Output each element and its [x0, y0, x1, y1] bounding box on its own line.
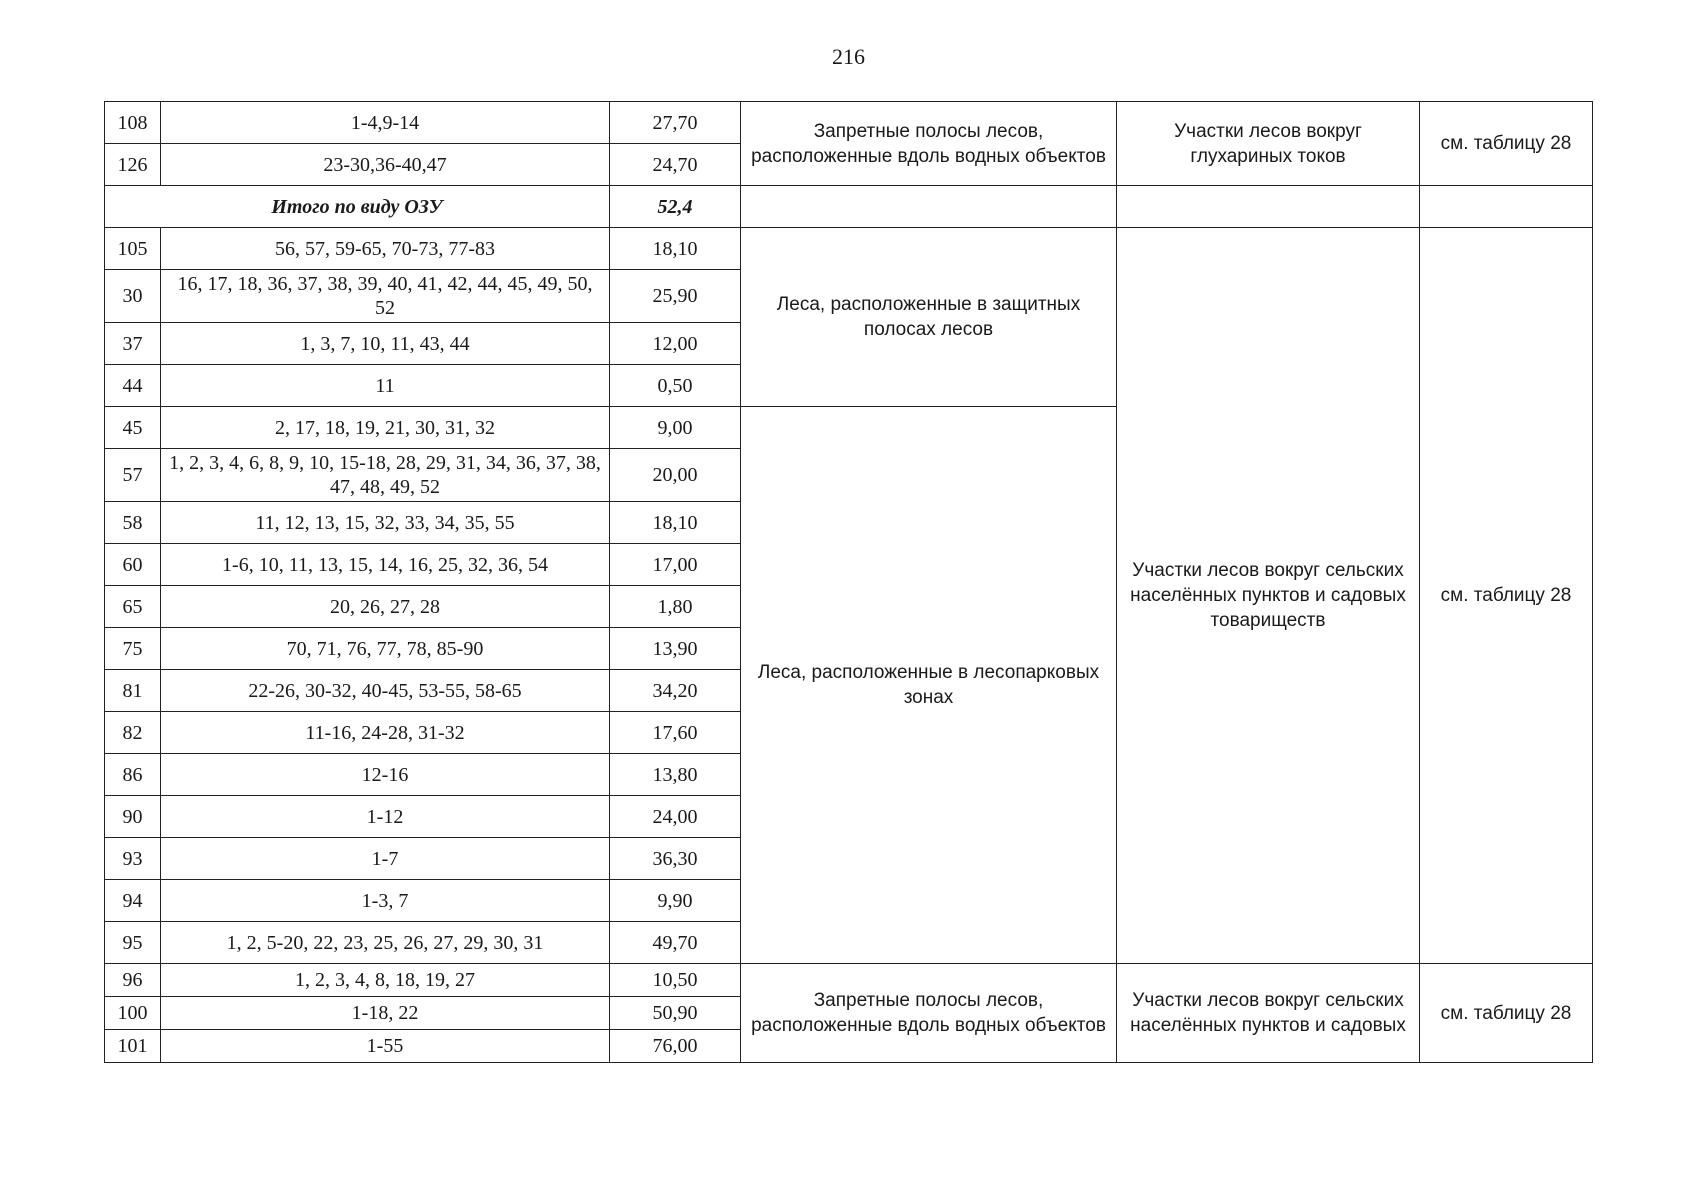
area-value: 13,90: [610, 628, 741, 670]
area-value: 24,00: [610, 796, 741, 838]
area-value: 9,90: [610, 880, 741, 922]
category-cell: Леса, расположенные в защитных полосах лесов: [741, 228, 1117, 407]
area-value: 1,80: [610, 586, 741, 628]
total-label: Итого по виду ОЗУ: [105, 186, 610, 228]
quarter-number: 96: [105, 964, 161, 997]
subcompartments: 1, 2, 3, 4, 8, 18, 19, 27: [161, 964, 610, 997]
subcompartments: 1, 2, 5-20, 22, 23, 25, 26, 27, 29, 30, 31: [161, 922, 610, 964]
subcompartments: 23-30,36-40,47: [161, 144, 610, 186]
quarter-number: 37: [105, 323, 161, 365]
quarter-number: 108: [105, 102, 161, 144]
quarter-number: 58: [105, 502, 161, 544]
quarter-number: 95: [105, 922, 161, 964]
subcompartments: 11: [161, 365, 610, 407]
subcompartments: 20, 26, 27, 28: [161, 586, 610, 628]
total-value: 52,4: [610, 186, 741, 228]
area-value: 50,90: [610, 997, 741, 1030]
quarter-number: 101: [105, 1030, 161, 1063]
area-value: 76,00: [610, 1030, 741, 1063]
subcategory-cell: Участки лесов вокруг глухариных токов: [1117, 102, 1420, 186]
quarter-number: 126: [105, 144, 161, 186]
subcompartments: 16, 17, 18, 36, 37, 38, 39, 40, 41, 42, 44, 45, 49, 50, 52: [161, 270, 610, 323]
subcompartments: 1, 2, 3, 4, 6, 8, 9, 10, 15-18, 28, 29, 31, 34, 36, 37, 38, 47, 48, 49, 52: [161, 449, 610, 502]
table-row: [105, 102, 1593, 144]
area-value: 18,10: [610, 502, 741, 544]
quarter-number: 94: [105, 880, 161, 922]
area-value: 12,00: [610, 323, 741, 365]
area-value: 36,30: [610, 838, 741, 880]
quarter-number: 75: [105, 628, 161, 670]
subcompartments: 1-55: [161, 1030, 610, 1063]
subcompartments: 56, 57, 59-65, 70-73, 77-83: [161, 228, 610, 270]
quarter-number: 100: [105, 997, 161, 1030]
quarter-number: 60: [105, 544, 161, 586]
quarter-number: 82: [105, 712, 161, 754]
quarter-number: 81: [105, 670, 161, 712]
area-value: 20,00: [610, 449, 741, 502]
area-value: 49,70: [610, 922, 741, 964]
quarter-number: 44: [105, 365, 161, 407]
subcompartments: 1-3, 7: [161, 880, 610, 922]
reference-cell: см. таблицу 28: [1420, 102, 1593, 186]
quarter-number: 65: [105, 586, 161, 628]
category-cell: Запретные полосы лесов, расположенные вдоль водных объектов: [741, 964, 1117, 1063]
subcompartments: 1, 3, 7, 10, 11, 43, 44: [161, 323, 610, 365]
page-number: 216: [832, 44, 865, 69]
quarter-number: 30: [105, 270, 161, 323]
subcompartments: 1-18, 22: [161, 997, 610, 1030]
area-value: 34,20: [610, 670, 741, 712]
empty-cell: [1420, 186, 1593, 228]
subcategory-cell: Участки лесов вокруг сельских населённых пунктов и садовых товариществ: [1117, 228, 1420, 964]
subcompartments: 70, 71, 76, 77, 78, 85-90: [161, 628, 610, 670]
area-value: 9,00: [610, 407, 741, 449]
area-value: 13,80: [610, 754, 741, 796]
empty-cell: [741, 186, 1117, 228]
protective-forests-table: [104, 101, 1593, 1063]
quarter-number: 93: [105, 838, 161, 880]
total-row: [105, 186, 1593, 228]
quarter-number: 57: [105, 449, 161, 502]
quarter-number: 105: [105, 228, 161, 270]
area-value: 25,90: [610, 270, 741, 323]
area-value: 0,50: [610, 365, 741, 407]
subcompartments: 22-26, 30-32, 40-45, 53-55, 58-65: [161, 670, 610, 712]
category-cell: Леса, расположенные в лесопарковых зонах: [741, 407, 1117, 964]
table-row: [105, 228, 1593, 270]
area-value: 17,00: [610, 544, 741, 586]
quarter-number: 86: [105, 754, 161, 796]
table-row: [105, 964, 1593, 997]
category-cell: Запретные полосы лесов, расположенные вдоль водных объектов: [741, 102, 1117, 186]
area-value: 27,70: [610, 102, 741, 144]
subcompartments: 1-7: [161, 838, 610, 880]
subcompartments: 1-12: [161, 796, 610, 838]
reference-cell: см. таблицу 28: [1420, 964, 1593, 1063]
subcompartments: 1-6, 10, 11, 13, 15, 14, 16, 25, 32, 36, 54: [161, 544, 610, 586]
subcompartments: 11-16, 24-28, 31-32: [161, 712, 610, 754]
subcompartments: 11, 12, 13, 15, 32, 33, 34, 35, 55: [161, 502, 610, 544]
quarter-number: 90: [105, 796, 161, 838]
subcategory-cell: Участки лесов вокруг сельских населённых пунктов и садовых: [1117, 964, 1420, 1063]
empty-cell: [1117, 186, 1420, 228]
area-value: 17,60: [610, 712, 741, 754]
area-value: 24,70: [610, 144, 741, 186]
subcompartments: 12-16: [161, 754, 610, 796]
subcompartments: 1-4,9-14: [161, 102, 610, 144]
subcompartments: 2, 17, 18, 19, 21, 30, 31, 32: [161, 407, 610, 449]
area-value: 18,10: [610, 228, 741, 270]
quarter-number: 45: [105, 407, 161, 449]
reference-cell: см. таблицу 28: [1420, 228, 1593, 964]
area-value: 10,50: [610, 964, 741, 997]
